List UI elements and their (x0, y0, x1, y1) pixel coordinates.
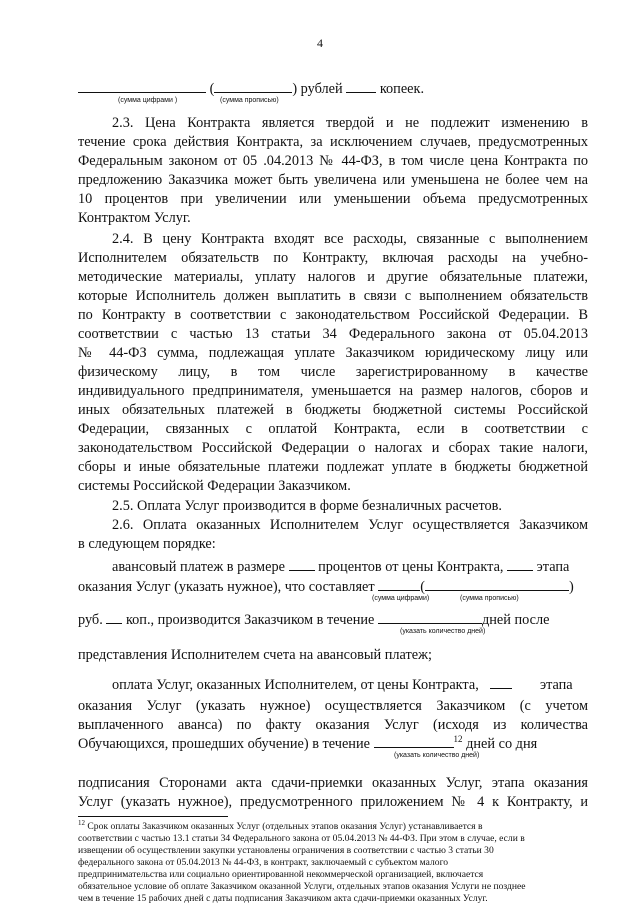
p24-line-5: по Контракту в соответствии с законодательством Российской Федерации. В (78, 307, 588, 323)
p24-line-1: 2.4. В цену Контракта входят все расходы, связанные с выполнением (112, 231, 588, 247)
advance-stage-blank (507, 570, 533, 571)
footnote-rule (78, 816, 228, 817)
advance-sum-words-blank (425, 590, 569, 591)
p24-line-4: которые Исполнитель должен выплатить в связи с выполнением обязательств (78, 288, 588, 304)
advance-line-1: авансовый платеж в размере процентов от цены Контракта, этапа (112, 559, 570, 575)
caption-advance-days: (указать количество дней) (400, 628, 486, 635)
caption-sum-words: (сумма прописью) (220, 97, 279, 104)
p24-line-13: сборы и иные обязательные платежи подлежат уплате в бюджеты бюджетной (78, 459, 588, 475)
caption-payment-days: (указать количество дней) (394, 752, 480, 759)
caption-advance-digits: (сумма цифрами) (372, 595, 430, 602)
p24-line-3: методические материалы, уплату налогов и другие обязательные платежи, (78, 269, 588, 285)
rubles-label: ) рублей (292, 81, 343, 97)
advance-sum-digits-blank (378, 590, 420, 591)
advance-line-3: руб. коп., производится Заказчиком в течение дней после (78, 612, 550, 628)
amount-digits-blank (78, 92, 206, 93)
amount-words-blank (214, 92, 292, 93)
advance-line-2: оказания Услуг (указать нужное), что составляет ( ) (78, 579, 574, 595)
caption-advance-words: (сумма прописью) (460, 595, 519, 602)
page-number: 4 (317, 36, 323, 50)
footnote-line-2: соответствии с частью 13.1 статьи 34 Федерального закона от 05.04.2013 № 44-ФЗ. При этом в случае, если в (78, 833, 525, 844)
p24-line-9: индивидуального предпринимателя, уменьшается на размер налогов, сборов и (78, 383, 588, 399)
p24-line-6: соответствии с частью 13 статьи 34 Федерального закона от 05.04.2013 (78, 326, 588, 342)
kopeks-label: копеек. (379, 81, 425, 97)
footnote-line-4: федерального закона от 05.04.2013 № 44-ФЗ, в контракт, заключаемый с субъектом малого (78, 857, 449, 868)
advance-line-4: представления Исполнителем счета на авансовый платеж; (78, 647, 432, 663)
footnote-line-7: чем в течение 15 рабочих дней с даты подписания Заказчиком акта сдачи-приемки оказанных Услуг. (78, 893, 488, 904)
p24-line-7: № 44-ФЗ сумма, подлежащая уплате Заказчиком юридическому лицу или (78, 345, 588, 361)
p23-line-6: Контрактом Услуг. (78, 210, 191, 226)
p24-line-14: системы Российской Федерации Заказчиком. (78, 478, 351, 494)
footnote-ref-12[interactable]: 12 (453, 734, 463, 745)
kopeks-blank (346, 92, 376, 93)
p25-line: 2.5. Оплата Услуг производится в форме безналичных расчетов. (112, 498, 502, 514)
p23-line-2: течение срока действия Контракта, за исключением случаев, предусмотренных (78, 134, 588, 150)
p24-line-8: физическому лицу, в том числе зарегистрированному в качестве (78, 364, 588, 380)
p24-line-2: Исполнителем обязательств по Контракту, включая расходы на учебно- (78, 250, 588, 266)
footnote-line-3: извещении об осуществлении закупки установлены ограничения в соответствии с частью 3 статьи 30 (78, 845, 494, 856)
p26-line-1: 2.6. Оплата оказанных Исполнителем Услуг осуществляется Заказчиком (112, 517, 588, 533)
p23-line-1: 2.3. Цена Контракта является твердой и не подлежит изменению в (112, 115, 588, 131)
advance-kop-blank (106, 623, 122, 624)
payment-days-blank (374, 747, 454, 748)
payment-line-6: Услуг (указать нужное), предусмотренного приложением № 4 к Контракту, и (78, 794, 588, 810)
payment-line-1: оплата Услуг, оказанных Исполнителем, от цены Контракта, этапа (112, 677, 573, 693)
caption-sum-digits: (сумма цифрами ) (118, 97, 178, 104)
p23-line-4: предложению Заказчика может быть увеличена или уменьшена не более чем на (78, 172, 588, 188)
payment-line-3: выплаченного аванса) по факту оказания Услуг (исходя из количества (78, 717, 588, 733)
payment-stage-blank (490, 688, 512, 689)
advance-percent-blank (289, 570, 315, 571)
p23-line-5: 10 процентов при увеличении или уменьшении объема предусмотренных (78, 191, 588, 207)
footnote-line-6: обязательное условие об оплате Заказчиком оказанной Услуги, отдельных этапов оказания Услуги не позднее (78, 881, 526, 892)
amount-row: ( ) рублей копеек. (78, 80, 588, 99)
payment-line-2: оказания Услуг (указать нужное) осуществляется Заказчиком (с учетом (78, 698, 588, 714)
p24-line-12: законодательством Российской Федерации о налогах и сборах такие налоги, (78, 440, 588, 456)
payment-line-4: Обучающихся, прошедших обучение) в течение $^{12}$ дней со дня (78, 734, 538, 752)
footnote-line-5: предпринимательства или социально ориентированной некоммерческой организацией, включается (78, 869, 484, 880)
footnote-line-1: $^{12}$ Срок оплаты Заказчиком оказанных Услуг (отдельных этапов оказания Услуг) устанавливается в (78, 818, 483, 832)
p26-line-2: в следующем порядке: (78, 536, 216, 552)
payment-line-5: подписания Сторонами акта сдачи-приемки оказанных Услуг, этапа оказания (78, 775, 588, 791)
p24-line-10: иных обязательных платежей в бюджеты бюджетной системы Российской (78, 402, 588, 418)
p24-line-11: Федерации, связанных с оплатой Контракта, если в соответствии с (78, 421, 588, 437)
advance-days-blank (378, 623, 482, 624)
p23-line-3: Федеральным законом от 05 .04.2013 № 44-ФЗ, в том числе цена Контракта по (78, 153, 588, 169)
